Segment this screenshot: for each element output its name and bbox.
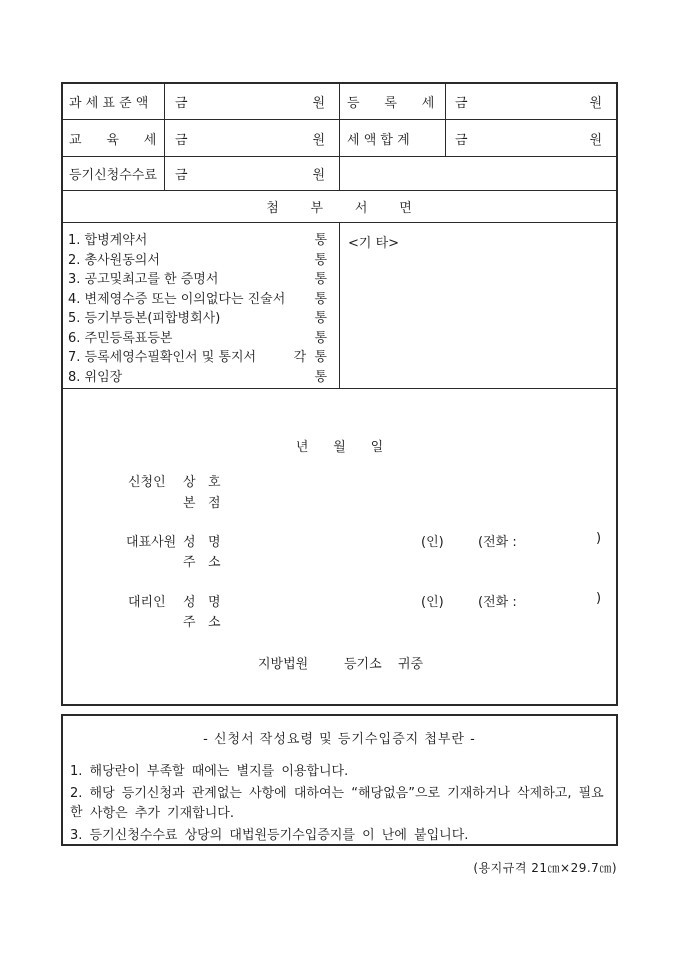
seal-label: (인) [421,595,444,610]
tax-row-2 [63,120,616,157]
representative-label: 대표사원 [126,535,177,550]
etc-label: <기 타> [348,236,400,251]
date-line: 년 월 일 [295,440,384,455]
instruction-item-continued: 사항은 추가 기재합니다. [90,806,234,821]
attachments-header: 첨 부 서 면 [63,191,616,223]
attachment-label: 4. 변제영수증 또는 이의없다는 진술서 [68,291,286,307]
tax-row-1 [63,84,616,120]
attachment-item [68,366,327,386]
tax-base-label: 과 세 표 준 액 [63,84,165,119]
amount-unit: 원 [589,96,602,111]
instructions-title: - 신청서 작성요령 및 등기수입증지 첩부란 - [203,732,476,747]
education-tax-amount-cell [165,120,340,156]
paper-size-note: (용지규격 21㎝×29.7㎝) [473,861,617,875]
fee-row [63,157,616,191]
amount-prefix: 금 [175,132,188,148]
attachment-label: 5. 등기부등본(피합병회사) [68,311,221,327]
attachment-label: 3. 공고및최고를 한 증명서 [68,272,219,288]
attachment-label: 6. 주민등록표등본 [68,330,173,346]
attachment-item [68,229,327,249]
registration-tax-label: 등 록 세 [340,84,446,119]
instructions-box [61,714,618,846]
attachment-label: 8. 위임장 [68,369,123,385]
registration-fee-amount-cell [165,157,340,190]
attachment-item [68,268,327,288]
phone-close-paren: ) [596,591,602,606]
attachment-item [68,307,327,327]
amount-prefix: 금 [175,168,188,183]
name-label: 성 명 [183,535,221,550]
phone-label: (전화 : [478,535,517,550]
amount-prefix: 금 [175,96,188,111]
address-label: 주 소 [183,555,221,570]
name-label: 성 명 [183,595,221,610]
attachment-count-unit: 통 [314,369,327,385]
empty-cell [340,157,616,190]
district-court-label: 지방법원 [258,657,309,672]
attachment-count-unit: 각 통 [293,350,327,366]
amount-prefix: 금 [455,96,468,111]
attachment-item [68,249,327,269]
trade-name-label: 상 호 [183,475,221,490]
attachment-count-unit: 통 [314,330,327,346]
instruction-item: 2. 해당 등기신청과 관계없는 사항에 대하여는 “해당없음”으로 기재하거나 삭제하고, 필요한 [70,786,604,820]
attachments-section [63,223,616,389]
attachment-count-unit: 통 [314,252,327,268]
attachment-count-unit: 통 [314,311,327,327]
tax-total-amount-cell [446,120,616,156]
attachments-etc-cell [340,223,616,388]
attachment-count-unit: 통 [314,272,327,288]
attachment-count-unit: 통 [314,291,327,307]
signature-section [63,389,616,704]
amount-unit: 원 [312,168,325,183]
phone-close-paren: ) [596,531,602,546]
applicant-label: 신청인 [128,475,166,490]
dear-label: 귀중 [398,657,424,672]
tax-base-amount-cell [165,84,340,119]
form-table [61,82,618,706]
phone-label: (전화 : [478,595,517,610]
attachment-count-unit: 통 [314,233,327,249]
address-label: 주 소 [183,615,221,630]
attachment-label: 2. 총사원동의서 [68,252,160,268]
attachment-label: 7. 등록세영수필확인서 및 통지서 [68,350,257,366]
attachment-item [68,346,327,366]
instruction-item: 3. 등기신청수수료 상당의 대법원등기수입증지를 이 난에 붙입니다. [70,828,469,843]
attachments-list [63,223,340,388]
agent-label: 대리인 [128,595,166,610]
registry-office-label: 등기소 [344,657,382,672]
amount-unit: 원 [312,132,325,148]
amount-unit: 원 [312,96,325,111]
attachment-item [68,288,327,308]
education-tax-label: 교 육 세 [63,120,165,156]
head-office-label: 본 점 [183,496,221,511]
amount-prefix: 금 [455,132,468,148]
registration-tax-amount-cell [446,84,616,119]
registration-fee-label: 등기신청수수료 [63,157,165,190]
attachment-item [68,327,327,347]
tax-total-label: 세 액 합 계 [340,120,446,156]
seal-label: (인) [421,535,444,550]
amount-unit: 원 [589,132,602,148]
instruction-item: 1. 해당란이 부족할 때에는 별지를 이용합니다. [70,764,349,779]
attachment-label: 1. 합병계약서 [68,233,148,249]
